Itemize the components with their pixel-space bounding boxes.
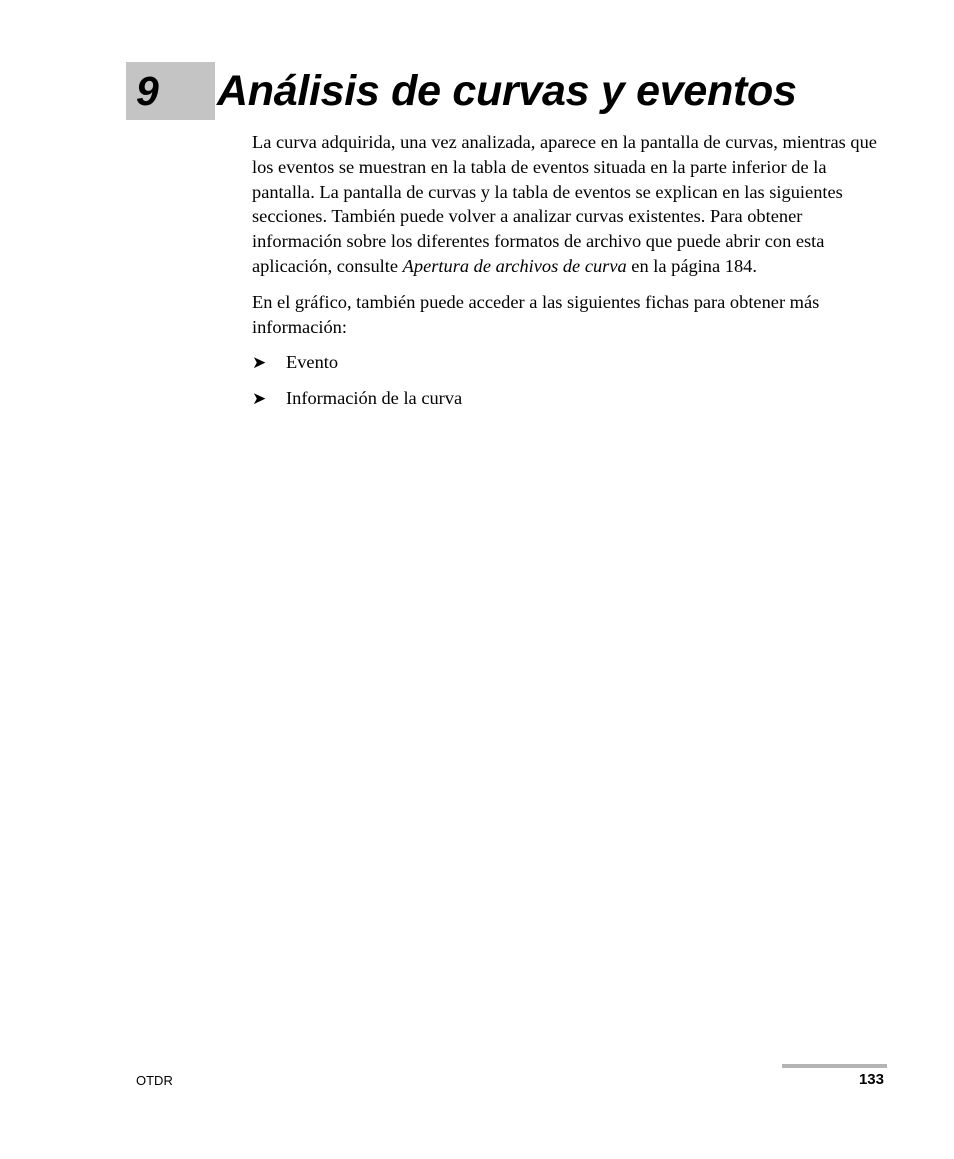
main-content [252, 130, 886, 422]
tab-list [252, 350, 886, 411]
arrow-bullet-icon: ➤ [252, 389, 267, 410]
chapter-title: Análisis de curvas y eventos [217, 67, 797, 115]
list-item-label: Información de la curva [286, 388, 463, 409]
list-item [252, 350, 886, 375]
intro-paragraph [252, 130, 886, 279]
cross-reference-link[interactable]: Apertura de archivos de curva [402, 255, 627, 276]
list-item-label: Evento [286, 352, 339, 373]
intro-text: La curva adquirida, una vez analizada, aparece en la pantalla de curvas, mientras que los eventos se muestran en la tabla de eventos situada en la parte inferior de la pantalla. La pantalla de curvas y la tabla de eventos se explican en las siguientes secciones. También puede volver a analizar curvas existentes. Para obtener información sobre los diferentes formatos de archivo que puede abrir con esta aplicación, consulte [252, 132, 877, 276]
arrow-bullet-icon: ➤ [252, 353, 267, 374]
intro-text-tail: en la página 184. [626, 255, 757, 276]
list-item [252, 386, 886, 411]
footer-product-name: OTDR [136, 1073, 173, 1088]
chapter-number: 9 [136, 68, 159, 114]
footer-rule [782, 1064, 887, 1068]
tabs-paragraph: En el gráfico, también puede acceder a las siguientes fichas para obtener más información: [252, 291, 820, 337]
page-number: 133 [858, 1071, 884, 1088]
